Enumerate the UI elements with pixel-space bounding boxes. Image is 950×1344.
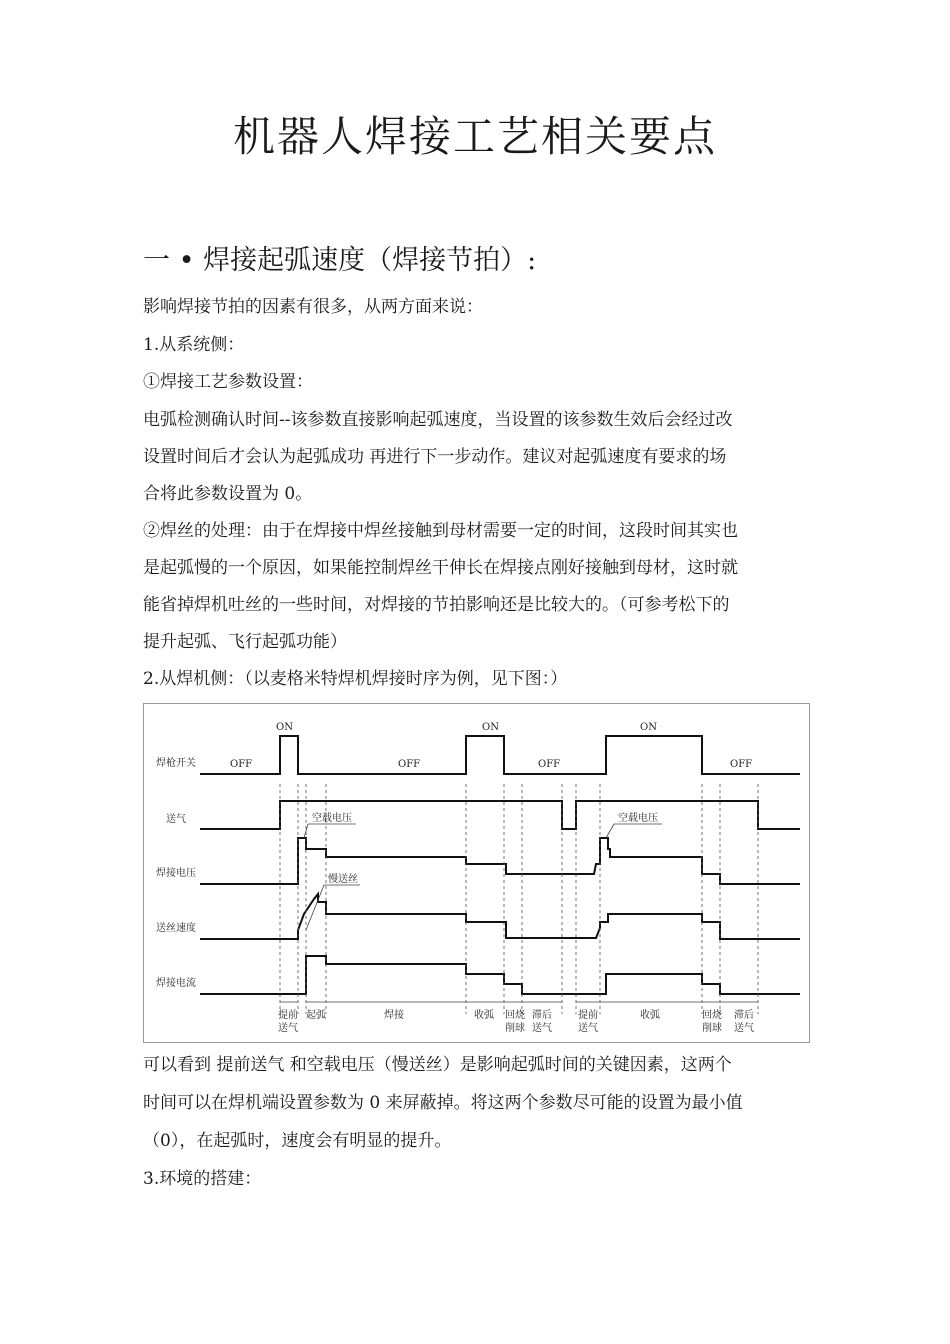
- paragraph-line: 3.环境的搭建：: [143, 1169, 262, 1189]
- phase-label: 滞后: [532, 1010, 552, 1021]
- paragraph-line: 影响焊接节拍的因素有很多，从两方面来说：: [143, 297, 483, 317]
- on-label: ON: [276, 722, 293, 733]
- annotation-noload-voltage: 空载电压: [312, 813, 352, 824]
- paragraph-line: 能省掉焊机吐丝的一些时间，对焊接的节拍影响还是比较大的。（可参考松下的: [143, 595, 730, 615]
- section-heading: 一 • 焊接起弧速度（焊接节拍）:: [143, 245, 537, 276]
- gas-waveform: [200, 801, 800, 829]
- paragraph-line: 电弧检测确认时间--该参数直接影响起弧速度，当设置的该参数生效后会经过改: [143, 410, 733, 430]
- row-label-gas: 送气: [166, 814, 186, 825]
- paragraph-line: 提升起弧、飞行起弧功能）: [143, 632, 347, 652]
- phase-label: 起弧: [306, 1010, 326, 1021]
- annotation-slow-feed: 慢送丝: [328, 874, 358, 885]
- annotation-leader: [304, 824, 356, 838]
- paragraph-line: （0），在起弧时，速度会有明显的提升。: [143, 1131, 452, 1151]
- paragraph-line: ②焊丝的处理：由于在焊接中焊丝接触到母材需要一定的时间，这段时间其实也: [143, 521, 738, 541]
- paragraph-line: ①焊接工艺参数设置：: [143, 372, 313, 392]
- paragraph-line: 时间可以在焊机端设置参数为 0 来屏蔽掉。将这两个参数尽可能的设置为最小值: [143, 1093, 743, 1113]
- voltage-waveform: [200, 838, 800, 884]
- phase-label: 回烧: [505, 1010, 525, 1021]
- on-label: ON: [482, 722, 499, 733]
- on-label: ON: [640, 722, 657, 733]
- paragraph-line: 合将此参数设置为 0。: [143, 484, 313, 504]
- off-label: OFF: [730, 759, 753, 770]
- off-label: OFF: [538, 759, 561, 770]
- off-label: OFF: [230, 759, 253, 770]
- torch-switch-waveform: [200, 736, 800, 774]
- phase-label: 滞后: [734, 1010, 754, 1021]
- phase-label: 送气: [734, 1023, 754, 1034]
- phase-label: 回烧: [702, 1010, 722, 1021]
- row-label-current: 焊接电流: [156, 978, 196, 989]
- paragraph-line: 是起弧慢的一个原因，如果能控制焊丝干伸长在焊接点刚好接触到母材，这时就: [143, 558, 738, 578]
- current-waveform: [200, 956, 800, 994]
- row-label-torch-switch: 焊枪开关: [156, 758, 196, 769]
- phase-label: 焊接: [384, 1010, 404, 1021]
- phase-label: 送气: [278, 1023, 298, 1034]
- timing-diagram-svg: [144, 704, 811, 1044]
- paragraph-line: 设置时间后才会认为起弧成功 再进行下一步动作。建议对起弧速度有要求的场: [143, 447, 727, 467]
- welding-timing-diagram: [143, 703, 810, 1043]
- annotation-noload-voltage: 空载电压: [618, 813, 658, 824]
- row-label-wire-feed: 送丝速度: [156, 923, 196, 934]
- phase-label: 削球: [505, 1023, 525, 1034]
- row-label-voltage: 焊接电压: [156, 868, 196, 879]
- wire-feed-waveform: [200, 894, 800, 939]
- phase-label: 收弧: [474, 1010, 494, 1021]
- phase-label: 提前: [578, 1010, 598, 1021]
- annotation-leader: [306, 885, 360, 930]
- paragraph-line: 1.从系统侧：: [143, 335, 245, 355]
- phase-label: 送气: [532, 1023, 552, 1034]
- phase-label: 收弧: [640, 1010, 660, 1021]
- annotation-leader: [606, 824, 662, 838]
- phase-label: 提前: [278, 1010, 298, 1021]
- document-title: 机器人焊接工艺相关要点: [232, 112, 717, 161]
- paragraph-line: 2.从焊机侧：（以麦格米特焊机焊接时序为例，见下图：）: [143, 669, 568, 689]
- phase-label: 送气: [578, 1023, 598, 1034]
- paragraph-line: 可以看到 提前送气 和空载电压（慢送丝）是影响起弧时间的关键因素，这两个: [143, 1055, 732, 1075]
- off-label: OFF: [398, 759, 421, 770]
- phase-label: 削球: [702, 1023, 722, 1034]
